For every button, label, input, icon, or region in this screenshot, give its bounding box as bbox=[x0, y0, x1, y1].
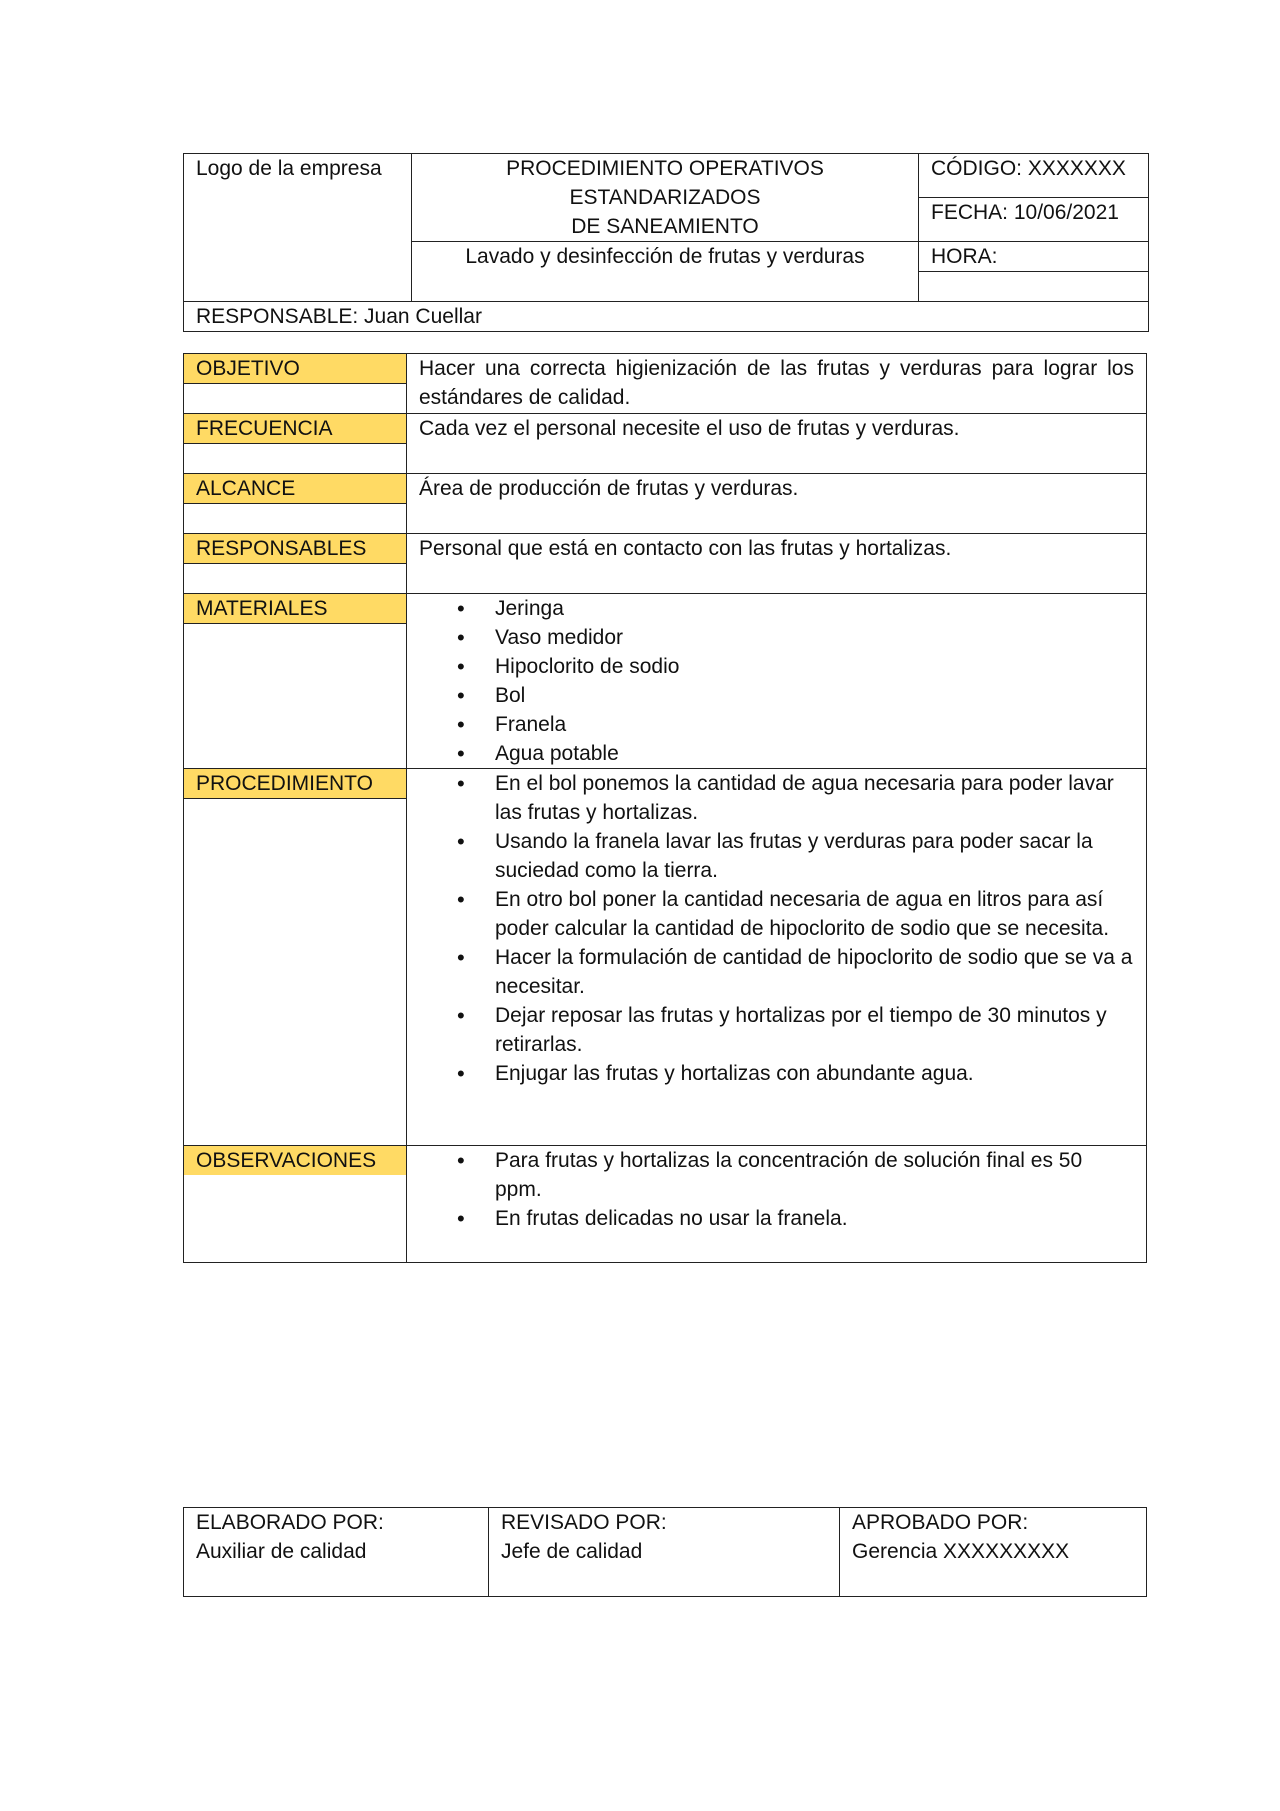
elaborado-cell bbox=[184, 1508, 489, 1597]
alcance-text: Área de producción de frutas y verduras. bbox=[407, 474, 1147, 534]
observaciones-content bbox=[407, 1146, 1147, 1263]
list-item: • Bol bbox=[495, 681, 1134, 710]
materiales-list bbox=[419, 594, 1134, 768]
list-item: • Hipoclorito de sodio bbox=[495, 652, 1134, 681]
responsable-row: RESPONSABLE: Juan Cuellar bbox=[184, 302, 1149, 332]
label-materiales: MATERIALES bbox=[184, 594, 406, 624]
elaborado-label: ELABORADO POR: bbox=[196, 1511, 384, 1534]
label-cell-materiales bbox=[184, 594, 407, 769]
list-item: • Vaso medidor bbox=[495, 623, 1134, 652]
label-cell-responsables bbox=[184, 534, 407, 594]
revisado-label: REVISADO POR: bbox=[501, 1511, 667, 1534]
header-table bbox=[183, 153, 1149, 332]
label-alcance: ALCANCE bbox=[184, 474, 406, 504]
procedimiento-content bbox=[407, 769, 1147, 1146]
row-observaciones bbox=[184, 1146, 1147, 1263]
observaciones-list bbox=[419, 1146, 1134, 1233]
frecuencia-text: Cada vez el personal necesite el uso de frutas y verduras. bbox=[407, 414, 1147, 474]
list-item: • Franela bbox=[495, 710, 1134, 739]
signature-table bbox=[183, 1507, 1147, 1597]
label-procedimiento: PROCEDIMIENTO bbox=[184, 769, 406, 799]
row-procedimiento bbox=[184, 769, 1147, 1146]
responsables-text: Personal que está en contacto con las frutas y hortalizas. bbox=[407, 534, 1147, 594]
document-title-line2: DE SANEAMIENTO bbox=[571, 215, 759, 238]
label-cell-frecuencia bbox=[184, 414, 407, 474]
list-item: • Usando la franela lavar las frutas y verduras para poder sacar la suciedad como la tierra. bbox=[495, 827, 1134, 885]
aprobado-label: APROBADO POR: bbox=[852, 1511, 1029, 1534]
label-objetivo: OBJETIVO bbox=[184, 354, 406, 384]
aprobado-cell bbox=[840, 1508, 1147, 1597]
label-observaciones: OBSERVACIONES bbox=[184, 1146, 406, 1175]
elaborado-value: Auxiliar de calidad bbox=[196, 1540, 367, 1563]
list-item: • Enjugar las frutas y hortalizas con abundante agua. bbox=[495, 1059, 1134, 1088]
objetivo-text: Hacer una correcta higienización de las frutas y verduras para lograr los estándares de calidad. bbox=[407, 354, 1147, 414]
aprobado-value: Gerencia XXXXXXXXX bbox=[852, 1540, 1070, 1563]
company-logo-placeholder: Logo de la empresa bbox=[184, 154, 412, 302]
revisado-cell bbox=[489, 1508, 840, 1597]
document-title bbox=[412, 154, 919, 242]
list-item: • Dejar reposar las frutas y hortalizas por el tiempo de 30 minutos y retirarlas. bbox=[495, 1001, 1134, 1059]
label-frecuencia: FRECUENCIA bbox=[184, 414, 406, 444]
row-responsables bbox=[184, 534, 1147, 594]
document-time-value bbox=[919, 272, 1149, 302]
row-materiales bbox=[184, 594, 1147, 769]
label-cell-objetivo bbox=[184, 354, 407, 414]
list-item: • En frutas delicadas no usar la franela. bbox=[495, 1204, 1134, 1233]
document-code: CÓDIGO: XXXXXXX bbox=[919, 154, 1149, 198]
materiales-content bbox=[407, 594, 1147, 769]
list-item: • Agua potable bbox=[495, 739, 1134, 768]
document-time: HORA: bbox=[919, 242, 1149, 272]
list-item: • Jeringa bbox=[495, 594, 1134, 623]
revisado-value: Jefe de calidad bbox=[501, 1540, 643, 1563]
document-title-line1: PROCEDIMIENTO OPERATIVOS ESTANDARIZADOS bbox=[506, 157, 824, 209]
list-item: • En otro bol poner la cantidad necesaria de agua en litros para así poder calcular la cantidad de hipoclorito de sodio que se necesita. bbox=[495, 885, 1134, 943]
list-item: • Hacer la formulación de cantidad de hipoclorito de sodio que se va a necesitar. bbox=[495, 943, 1134, 1001]
label-responsables: RESPONSABLES bbox=[184, 534, 406, 564]
list-item: • Para frutas y hortalizas la concentración de solución final es 50 ppm. bbox=[495, 1146, 1134, 1204]
list-item: • En el bol ponemos la cantidad de agua necesaria para poder lavar las frutas y hortalizas. bbox=[495, 769, 1134, 827]
procedure-table bbox=[183, 353, 1147, 1263]
row-alcance bbox=[184, 474, 1147, 534]
row-objetivo bbox=[184, 354, 1147, 414]
label-cell-procedimiento bbox=[184, 769, 407, 1146]
label-cell-observaciones bbox=[184, 1146, 407, 1263]
row-frecuencia bbox=[184, 414, 1147, 474]
procedimiento-list bbox=[419, 769, 1134, 1088]
label-cell-alcance bbox=[184, 474, 407, 534]
document-date: FECHA: 10/06/2021 bbox=[919, 198, 1149, 242]
document-subtitle: Lavado y desinfección de frutas y verduras bbox=[412, 242, 919, 302]
